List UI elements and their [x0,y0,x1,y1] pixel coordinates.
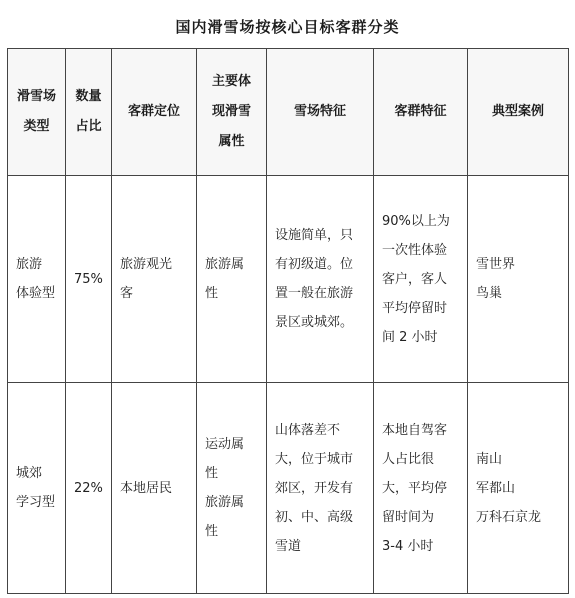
header-cases: 典型案例 [468,49,569,176]
cell-features: 山体落差不 大，位于城市 郊区，开发有 初、中、高级 雪道 [267,383,374,594]
header-share: 数量 占比 [66,49,112,176]
header-customers: 客群特征 [374,49,468,176]
cell-share: 75% [66,176,112,383]
header-attribute: 主要体 现滑雪 属性 [197,49,267,176]
ski-resort-classification-table [7,48,569,594]
cell-attribute: 运动属 性 旅游属 性 [197,383,267,594]
header-row [8,49,569,176]
header-features: 雪场特征 [267,49,374,176]
table-row [8,383,569,594]
table-title: 国内滑雪场按核心目标客群分类 [175,18,400,36]
cell-type: 旅游 体验型 [8,176,66,383]
cell-features: 设施简单，只 有初级道。位 置一般在旅游 景区或城郊。 [267,176,374,383]
cell-positioning: 本地居民 [112,383,197,594]
cell-customers: 90%以上为 一次性体验 客户，客人 平均停留时 间 2 小时 [374,176,468,383]
cell-share: 22% [66,383,112,594]
cell-attribute: 旅游属 性 [197,176,267,383]
header-positioning: 客群定位 [112,49,197,176]
cell-customers: 本地自驾客 人占比很 大，平均停 留时间为 3-4 小时 [374,383,468,594]
cell-cases: 南山 军都山 万科石京龙 [468,383,569,594]
cell-cases: 雪世界 鸟巢 [468,176,569,383]
header-type: 滑雪场 类型 [8,49,66,176]
cell-type: 城郊 学习型 [8,383,66,594]
cell-positioning: 旅游观光 客 [112,176,197,383]
table-row [8,176,569,383]
